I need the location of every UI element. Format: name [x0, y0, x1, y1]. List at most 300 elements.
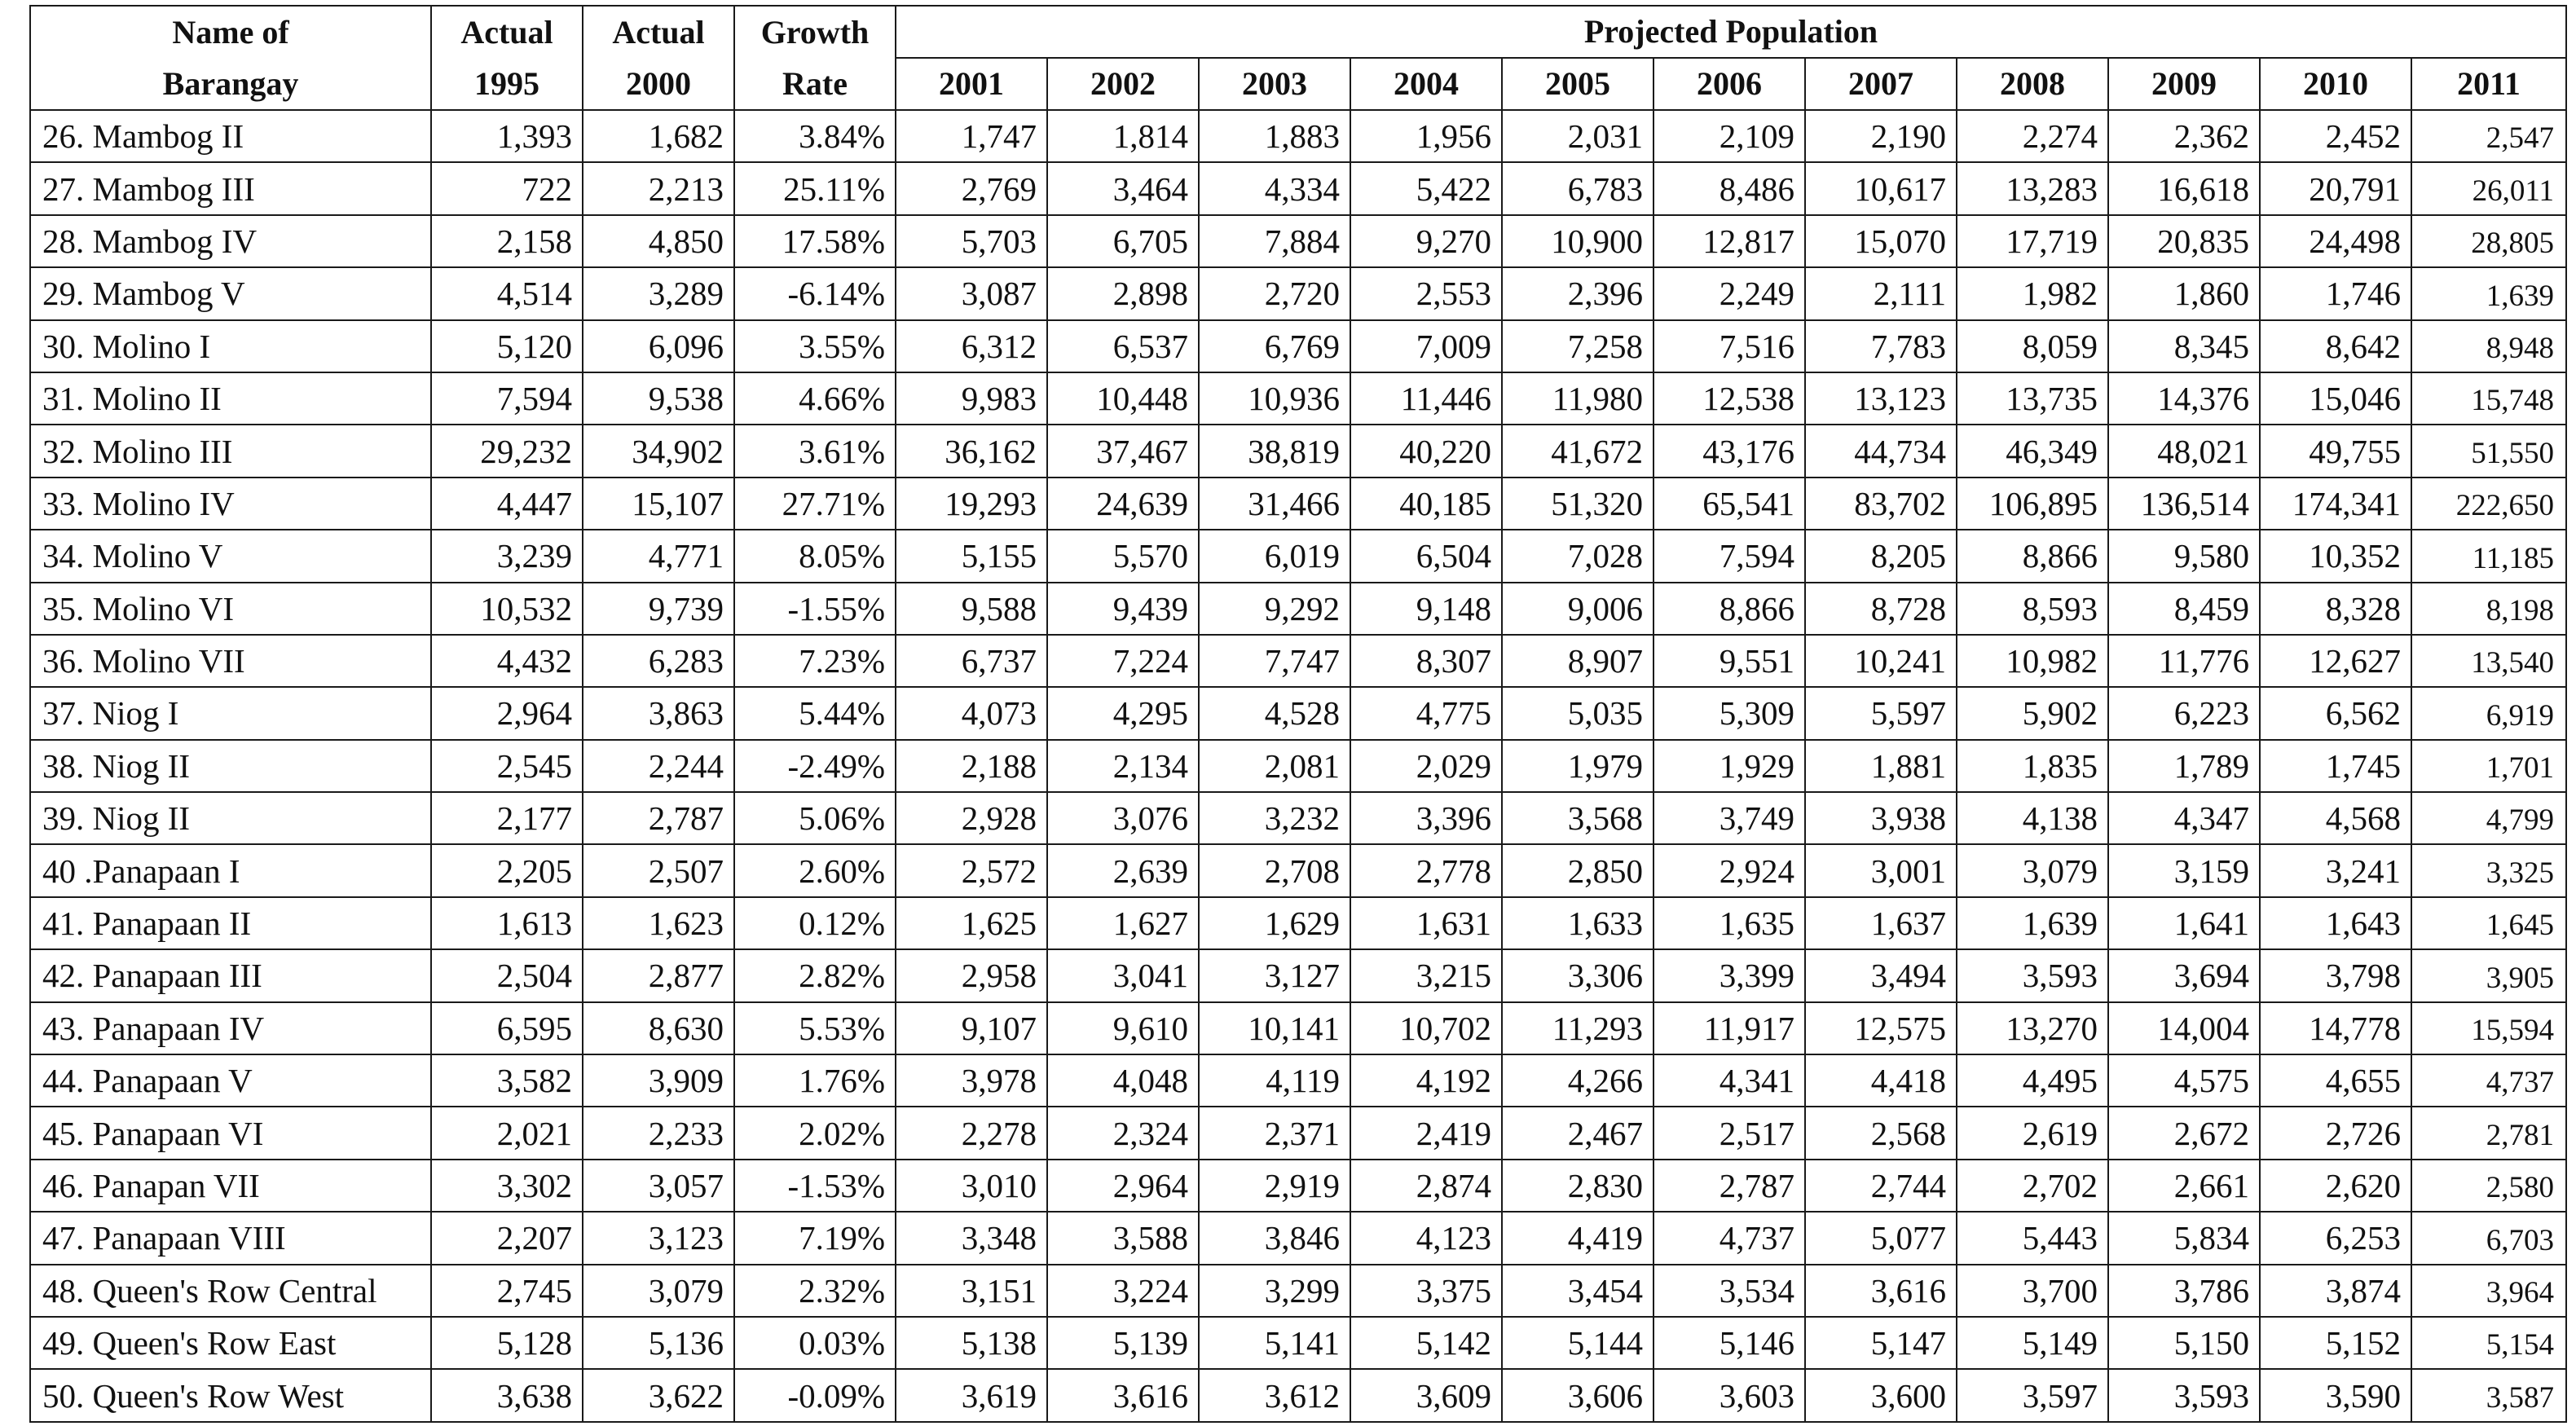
projected-value-cell: 2,850 — [1502, 844, 1653, 896]
projected-value-cell: 2,661 — [2108, 1160, 2260, 1212]
actual-1995-cell: 6,595 — [431, 1002, 583, 1054]
projected-value-cell: 3,978 — [896, 1054, 1047, 1107]
projected-value-cell: 8,948 — [2411, 320, 2566, 372]
projected-value-cell: 12,627 — [2260, 635, 2411, 687]
barangay-name-cell: 35. Molino VI — [30, 583, 431, 635]
projected-value-cell: 9,983 — [896, 372, 1047, 425]
projected-value-cell: 3,964 — [2411, 1265, 2566, 1317]
actual-2000-cell: 5,136 — [583, 1317, 734, 1369]
projected-value-cell: 3,905 — [2411, 949, 2566, 1001]
actual-2000-cell: 3,289 — [583, 267, 734, 319]
actual-2000-cell: 8,630 — [583, 1002, 734, 1054]
table-row — [30, 162, 2566, 214]
year-header: 2002 — [1047, 58, 1199, 110]
projected-value-cell: 5,834 — [2108, 1212, 2260, 1264]
projected-value-cell: 26,011 — [2411, 162, 2566, 214]
growth-rate-cell: 8.05% — [734, 530, 896, 582]
growth-rate-cell: 2.02% — [734, 1107, 896, 1159]
projected-value-cell: 3,588 — [1047, 1212, 1199, 1264]
table-row — [30, 372, 2566, 425]
barangay-name-cell: 32. Molino III — [30, 425, 431, 477]
projected-value-cell: 8,486 — [1653, 162, 1805, 214]
projected-value-cell: 8,642 — [2260, 320, 2411, 372]
projected-value-cell: 3,590 — [2260, 1369, 2411, 1421]
projected-value-cell: 2,031 — [1502, 110, 1653, 162]
projected-value-cell: 16,618 — [2108, 162, 2260, 214]
projected-value-cell: 11,185 — [2411, 530, 2566, 582]
year-header: 2011 — [2411, 58, 2566, 110]
growth-rate-cell: 2.32% — [734, 1265, 896, 1317]
projected-value-cell: 3,612 — [1199, 1369, 1350, 1421]
projected-value-cell: 4,334 — [1199, 162, 1350, 214]
projected-value-cell: 10,617 — [1805, 162, 1957, 214]
projected-value-cell: 2,702 — [1957, 1160, 2108, 1212]
barangay-name-cell: 41. Panapaan II — [30, 897, 431, 949]
projected-value-cell: 2,964 — [1047, 1160, 1199, 1212]
projected-value-cell: 9,270 — [1350, 215, 1502, 267]
projected-value-cell: 1,625 — [896, 897, 1047, 949]
barangay-name-cell: 30. Molino I — [30, 320, 431, 372]
projected-value-cell: 7,224 — [1047, 635, 1199, 687]
projected-value-cell: 2,547 — [2411, 110, 2566, 162]
growth-rate-cell: 3.55% — [734, 320, 896, 372]
projected-value-cell: 222,650 — [2411, 478, 2566, 530]
projected-value-cell: 44,734 — [1805, 425, 1957, 477]
projected-value-cell: 8,866 — [1653, 583, 1805, 635]
projected-value-cell: 8,328 — [2260, 583, 2411, 635]
table-row — [30, 1054, 2566, 1107]
actual-2000-header-line1: Actual — [583, 6, 734, 58]
projected-value-cell: 8,198 — [2411, 583, 2566, 635]
year-header: 2009 — [2108, 58, 2260, 110]
table-row — [30, 530, 2566, 582]
actual-2000-cell: 3,622 — [583, 1369, 734, 1421]
projected-value-cell: 15,046 — [2260, 372, 2411, 425]
year-header: 2005 — [1502, 58, 1653, 110]
projected-value-cell: 4,418 — [1805, 1054, 1957, 1107]
projected-value-cell: 7,747 — [1199, 635, 1350, 687]
projected-value-cell: 3,087 — [896, 267, 1047, 319]
projected-value-cell: 5,147 — [1805, 1317, 1957, 1369]
projected-value-cell: 6,705 — [1047, 215, 1199, 267]
projected-value-cell: 11,917 — [1653, 1002, 1805, 1054]
projected-value-cell: 3,076 — [1047, 792, 1199, 844]
actual-1995-cell: 2,177 — [431, 792, 583, 844]
projected-value-cell: 3,846 — [1199, 1212, 1350, 1264]
projected-value-cell: 5,142 — [1350, 1317, 1502, 1369]
projected-value-cell: 3,534 — [1653, 1265, 1805, 1317]
projected-value-cell: 2,109 — [1653, 110, 1805, 162]
barangay-name-cell: 26. Mambog II — [30, 110, 431, 162]
projected-value-cell: 11,446 — [1350, 372, 1502, 425]
actual-2000-cell: 1,682 — [583, 110, 734, 162]
projected-value-cell: 2,924 — [1653, 844, 1805, 896]
projected-value-cell: 9,107 — [896, 1002, 1047, 1054]
growth-rate-cell: -1.53% — [734, 1160, 896, 1212]
projected-value-cell: 3,568 — [1502, 792, 1653, 844]
projected-value-cell: 9,292 — [1199, 583, 1350, 635]
actual-1995-cell: 1,613 — [431, 897, 583, 949]
projected-value-cell: 7,516 — [1653, 320, 1805, 372]
growth-rate-header-line1: Growth — [734, 6, 896, 58]
projected-value-cell: 3,606 — [1502, 1369, 1653, 1421]
projected-value-cell: 3,874 — [2260, 1265, 2411, 1317]
growth-rate-cell: 4.66% — [734, 372, 896, 425]
projected-value-cell: 2,708 — [1199, 844, 1350, 896]
projected-value-cell: 3,587 — [2411, 1369, 2566, 1421]
barangay-name-cell: 45. Panapaan VI — [30, 1107, 431, 1159]
projected-value-cell: 2,324 — [1047, 1107, 1199, 1159]
projected-value-cell: 6,253 — [2260, 1212, 2411, 1264]
projected-value-cell: 2,419 — [1350, 1107, 1502, 1159]
projected-value-cell: 3,786 — [2108, 1265, 2260, 1317]
projected-value-cell: 3,700 — [1957, 1265, 2108, 1317]
growth-rate-cell: 27.71% — [734, 478, 896, 530]
projected-value-cell: 12,575 — [1805, 1002, 1957, 1054]
projected-value-cell: 9,148 — [1350, 583, 1502, 635]
projected-value-cell: 2,029 — [1350, 740, 1502, 792]
actual-2000-cell: 4,771 — [583, 530, 734, 582]
projected-value-cell: 5,035 — [1502, 687, 1653, 739]
table-row — [30, 1107, 2566, 1159]
projected-value-cell: 1,635 — [1653, 897, 1805, 949]
barangay-name-cell: 29. Mambog V — [30, 267, 431, 319]
growth-rate-cell: 0.12% — [734, 897, 896, 949]
actual-2000-cell: 2,233 — [583, 1107, 734, 1159]
projected-value-cell: 65,541 — [1653, 478, 1805, 530]
table-row — [30, 1265, 2566, 1317]
projected-value-cell: 6,769 — [1199, 320, 1350, 372]
projected-value-cell: 6,019 — [1199, 530, 1350, 582]
projected-value-cell: 14,004 — [2108, 1002, 2260, 1054]
projected-value-cell: 8,593 — [1957, 583, 2108, 635]
actual-2000-cell: 2,244 — [583, 740, 734, 792]
projected-value-cell: 15,748 — [2411, 372, 2566, 425]
projected-value-cell: 8,345 — [2108, 320, 2260, 372]
projected-value-cell: 2,572 — [896, 844, 1047, 896]
projected-value-cell: 10,702 — [1350, 1002, 1502, 1054]
projected-value-cell: 4,119 — [1199, 1054, 1350, 1107]
projected-value-cell: 1,701 — [2411, 740, 2566, 792]
projected-value-cell: 4,138 — [1957, 792, 2108, 844]
projected-value-cell: 3,224 — [1047, 1265, 1199, 1317]
projected-value-cell: 4,495 — [1957, 1054, 2108, 1107]
projected-value-cell: 10,448 — [1047, 372, 1199, 425]
projected-value-cell: 15,070 — [1805, 215, 1957, 267]
growth-rate-cell: 5.06% — [734, 792, 896, 844]
projected-value-cell: 13,270 — [1957, 1002, 2108, 1054]
projected-value-cell: 3,325 — [2411, 844, 2566, 896]
actual-1995-cell: 2,205 — [431, 844, 583, 896]
projected-value-cell: 5,152 — [2260, 1317, 2411, 1369]
actual-2000-cell: 9,739 — [583, 583, 734, 635]
projected-value-cell: 3,600 — [1805, 1369, 1957, 1421]
projected-value-cell: 2,720 — [1199, 267, 1350, 319]
barangay-name-cell: 44. Panapaan V — [30, 1054, 431, 1107]
actual-2000-cell: 1,623 — [583, 897, 734, 949]
table-row — [30, 1369, 2566, 1421]
projected-value-cell: 15,594 — [2411, 1002, 2566, 1054]
actual-1995-cell: 4,432 — [431, 635, 583, 687]
header-row-top — [30, 6, 2566, 58]
actual-1995-cell: 7,594 — [431, 372, 583, 425]
projected-value-cell: 8,728 — [1805, 583, 1957, 635]
barangay-name-cell: 34. Molino V — [30, 530, 431, 582]
actual-1995-cell: 2,158 — [431, 215, 583, 267]
projected-value-cell: 6,919 — [2411, 687, 2566, 739]
projected-value-cell: 2,958 — [896, 949, 1047, 1001]
projected-value-cell: 2,919 — [1199, 1160, 1350, 1212]
projected-value-cell: 13,540 — [2411, 635, 2566, 687]
projected-value-cell: 1,835 — [1957, 740, 2108, 792]
projected-value-cell: 2,928 — [896, 792, 1047, 844]
projected-value-cell: 2,190 — [1805, 110, 1957, 162]
projected-value-cell: 4,295 — [1047, 687, 1199, 739]
projected-value-cell: 5,144 — [1502, 1317, 1653, 1369]
projected-value-cell: 3,694 — [2108, 949, 2260, 1001]
actual-1995-cell: 2,021 — [431, 1107, 583, 1159]
projected-value-cell: 2,898 — [1047, 267, 1199, 319]
projected-value-cell: 3,041 — [1047, 949, 1199, 1001]
projected-value-cell: 10,241 — [1805, 635, 1957, 687]
projected-value-cell: 4,341 — [1653, 1054, 1805, 1107]
table-row — [30, 1317, 2566, 1369]
growth-rate-cell: 0.03% — [734, 1317, 896, 1369]
projected-value-cell: 4,799 — [2411, 792, 2566, 844]
barangay-name-cell: 31. Molino II — [30, 372, 431, 425]
actual-1995-cell: 2,745 — [431, 1265, 583, 1317]
actual-1995-cell: 722 — [431, 162, 583, 214]
projected-value-cell: 3,079 — [1957, 844, 2108, 896]
projected-value-cell: 2,568 — [1805, 1107, 1957, 1159]
projected-value-cell: 12,538 — [1653, 372, 1805, 425]
table-row — [30, 215, 2566, 267]
projected-value-cell: 2,672 — [2108, 1107, 2260, 1159]
actual-1995-cell: 2,964 — [431, 687, 583, 739]
projected-value-cell: 12,817 — [1653, 215, 1805, 267]
growth-rate-cell: 25.11% — [734, 162, 896, 214]
actual-2000-cell: 2,787 — [583, 792, 734, 844]
barangay-name-cell: 33. Molino IV — [30, 478, 431, 530]
projected-value-cell: 2,619 — [1957, 1107, 2108, 1159]
projected-value-cell: 1,633 — [1502, 897, 1653, 949]
projected-value-cell: 3,399 — [1653, 949, 1805, 1001]
projected-value-cell: 2,278 — [896, 1107, 1047, 1159]
projected-value-cell: 136,514 — [2108, 478, 2260, 530]
growth-rate-cell: -1.55% — [734, 583, 896, 635]
growth-rate-cell: 3.61% — [734, 425, 896, 477]
actual-1995-header-line2: 1995 — [431, 58, 583, 110]
projected-value-cell: 6,703 — [2411, 1212, 2566, 1264]
population-projection-table — [29, 5, 2567, 1423]
projected-value-cell: 5,703 — [896, 215, 1047, 267]
table-row — [30, 583, 2566, 635]
projected-value-cell: 13,283 — [1957, 162, 2108, 214]
table-body — [30, 110, 2566, 1422]
projected-value-cell: 3,593 — [2108, 1369, 2260, 1421]
projected-value-cell: 4,048 — [1047, 1054, 1199, 1107]
projected-value-cell: 3,494 — [1805, 949, 1957, 1001]
projected-value-cell: 8,307 — [1350, 635, 1502, 687]
year-header: 2004 — [1350, 58, 1502, 110]
actual-2000-cell: 6,096 — [583, 320, 734, 372]
projected-value-cell: 20,835 — [2108, 215, 2260, 267]
projected-value-cell: 2,188 — [896, 740, 1047, 792]
actual-2000-cell: 3,123 — [583, 1212, 734, 1264]
projected-value-cell: 46,349 — [1957, 425, 2108, 477]
actual-2000-cell: 2,877 — [583, 949, 734, 1001]
projected-value-cell: 2,274 — [1957, 110, 2108, 162]
projected-value-cell: 24,639 — [1047, 478, 1199, 530]
projected-value-cell: 1,627 — [1047, 897, 1199, 949]
growth-rate-cell: 7.19% — [734, 1212, 896, 1264]
projected-value-cell: 5,597 — [1805, 687, 1957, 739]
projected-value-cell: 7,028 — [1502, 530, 1653, 582]
projected-value-cell: 41,672 — [1502, 425, 1653, 477]
projected-value-cell: 6,783 — [1502, 162, 1653, 214]
projected-value-cell: 11,293 — [1502, 1002, 1653, 1054]
table-row — [30, 635, 2566, 687]
projected-value-cell: 3,159 — [2108, 844, 2260, 896]
projected-value-cell: 1,631 — [1350, 897, 1502, 949]
growth-rate-cell: 5.53% — [734, 1002, 896, 1054]
table-row — [30, 320, 2566, 372]
projected-value-cell: 2,781 — [2411, 1107, 2566, 1159]
actual-2000-cell: 3,863 — [583, 687, 734, 739]
projected-value-cell: 2,371 — [1199, 1107, 1350, 1159]
projected-value-cell: 3,619 — [896, 1369, 1047, 1421]
projected-value-cell: 3,306 — [1502, 949, 1653, 1001]
projected-value-cell: 5,139 — [1047, 1317, 1199, 1369]
year-header: 2008 — [1957, 58, 2108, 110]
projected-value-cell: 6,504 — [1350, 530, 1502, 582]
projected-value-cell: 2,452 — [2260, 110, 2411, 162]
name-header-line2: Barangay — [30, 58, 431, 110]
year-header: 2010 — [2260, 58, 2411, 110]
projected-value-cell: 3,464 — [1047, 162, 1199, 214]
actual-2000-cell: 34,902 — [583, 425, 734, 477]
projected-value-cell: 2,787 — [1653, 1160, 1805, 1212]
barangay-name-cell: 27. Mambog III — [30, 162, 431, 214]
projected-value-cell: 6,312 — [896, 320, 1047, 372]
year-header: 2001 — [896, 58, 1047, 110]
projected-value-cell: 7,009 — [1350, 320, 1502, 372]
barangay-name-cell: 40 .Panapaan I — [30, 844, 431, 896]
projected-value-cell: 3,616 — [1805, 1265, 1957, 1317]
projected-value-cell: 2,580 — [2411, 1160, 2566, 1212]
projected-value-cell: 14,778 — [2260, 1002, 2411, 1054]
projected-value-cell: 48,021 — [2108, 425, 2260, 477]
barangay-name-cell: 46. Panapan VII — [30, 1160, 431, 1212]
projected-value-cell: 2,639 — [1047, 844, 1199, 896]
projected-value-cell: 3,001 — [1805, 844, 1957, 896]
projected-value-cell: 4,568 — [2260, 792, 2411, 844]
projected-value-cell: 1,982 — [1957, 267, 2108, 319]
table-row — [30, 1212, 2566, 1264]
projected-value-cell: 5,443 — [1957, 1212, 2108, 1264]
header-row-bottom — [30, 58, 2566, 110]
projected-value-cell: 2,396 — [1502, 267, 1653, 319]
actual-1995-cell: 4,514 — [431, 267, 583, 319]
projected-value-cell: 2,134 — [1047, 740, 1199, 792]
actual-2000-cell: 15,107 — [583, 478, 734, 530]
projected-value-cell: 3,151 — [896, 1265, 1047, 1317]
projected-value-cell: 14,376 — [2108, 372, 2260, 425]
projected-value-cell: 1,643 — [2260, 897, 2411, 949]
table-row — [30, 844, 2566, 896]
actual-2000-header-line2: 2000 — [583, 58, 734, 110]
projected-value-cell: 1,979 — [1502, 740, 1653, 792]
projected-value-cell: 2,726 — [2260, 1107, 2411, 1159]
growth-rate-cell: 3.84% — [734, 110, 896, 162]
projected-value-cell: 5,141 — [1199, 1317, 1350, 1369]
table-row — [30, 740, 2566, 792]
projected-value-cell: 2,830 — [1502, 1160, 1653, 1212]
barangay-name-cell: 39. Niog II — [30, 792, 431, 844]
actual-2000-cell: 2,213 — [583, 162, 734, 214]
projected-value-cell: 83,702 — [1805, 478, 1957, 530]
projected-value-cell: 4,419 — [1502, 1212, 1653, 1264]
projected-value-cell: 6,562 — [2260, 687, 2411, 739]
projected-value-cell: 2,744 — [1805, 1160, 1957, 1212]
projected-value-cell: 1,814 — [1047, 110, 1199, 162]
projected-value-cell: 3,609 — [1350, 1369, 1502, 1421]
projected-value-cell: 31,466 — [1199, 478, 1350, 530]
projected-value-cell: 5,309 — [1653, 687, 1805, 739]
projected-value-cell: 10,936 — [1199, 372, 1350, 425]
projected-value-cell: 17,719 — [1957, 215, 2108, 267]
projected-value-cell: 5,155 — [896, 530, 1047, 582]
growth-rate-header-line2: Rate — [734, 58, 896, 110]
projected-value-cell: 3,348 — [896, 1212, 1047, 1264]
actual-2000-cell: 2,507 — [583, 844, 734, 896]
projected-value-cell: 37,467 — [1047, 425, 1199, 477]
projected-value-cell: 4,192 — [1350, 1054, 1502, 1107]
projected-value-cell: 4,775 — [1350, 687, 1502, 739]
projected-value-cell: 8,205 — [1805, 530, 1957, 582]
projected-value-cell: 3,396 — [1350, 792, 1502, 844]
projected-value-cell: 2,467 — [1502, 1107, 1653, 1159]
projected-value-cell: 1,860 — [2108, 267, 2260, 319]
projected-value-cell: 13,123 — [1805, 372, 1957, 425]
actual-2000-cell: 4,850 — [583, 215, 734, 267]
projected-value-cell: 1,745 — [2260, 740, 2411, 792]
projected-value-cell: 3,375 — [1350, 1265, 1502, 1317]
projected-value-cell: 49,755 — [2260, 425, 2411, 477]
projected-value-cell: 8,459 — [2108, 583, 2260, 635]
projected-value-cell: 1,641 — [2108, 897, 2260, 949]
projected-value-cell: 1,883 — [1199, 110, 1350, 162]
projected-value-cell: 24,498 — [2260, 215, 2411, 267]
projected-value-cell: 5,149 — [1957, 1317, 2108, 1369]
barangay-name-cell: 48. Queen's Row Central — [30, 1265, 431, 1317]
projected-value-cell: 11,980 — [1502, 372, 1653, 425]
projected-value-cell: 2,874 — [1350, 1160, 1502, 1212]
projected-value-cell: 43,176 — [1653, 425, 1805, 477]
table-row — [30, 687, 2566, 739]
barangay-name-cell: 36. Molino VII — [30, 635, 431, 687]
growth-rate-cell: 2.82% — [734, 949, 896, 1001]
projected-value-cell: 3,593 — [1957, 949, 2108, 1001]
projected-value-cell: 1,881 — [1805, 740, 1957, 792]
projected-value-cell: 5,150 — [2108, 1317, 2260, 1369]
actual-2000-cell: 3,909 — [583, 1054, 734, 1107]
growth-rate-cell: 7.23% — [734, 635, 896, 687]
actual-1995-cell: 5,120 — [431, 320, 583, 372]
projected-value-cell: 11,776 — [2108, 635, 2260, 687]
projected-value-cell: 3,749 — [1653, 792, 1805, 844]
barangay-name-cell: 37. Niog I — [30, 687, 431, 739]
